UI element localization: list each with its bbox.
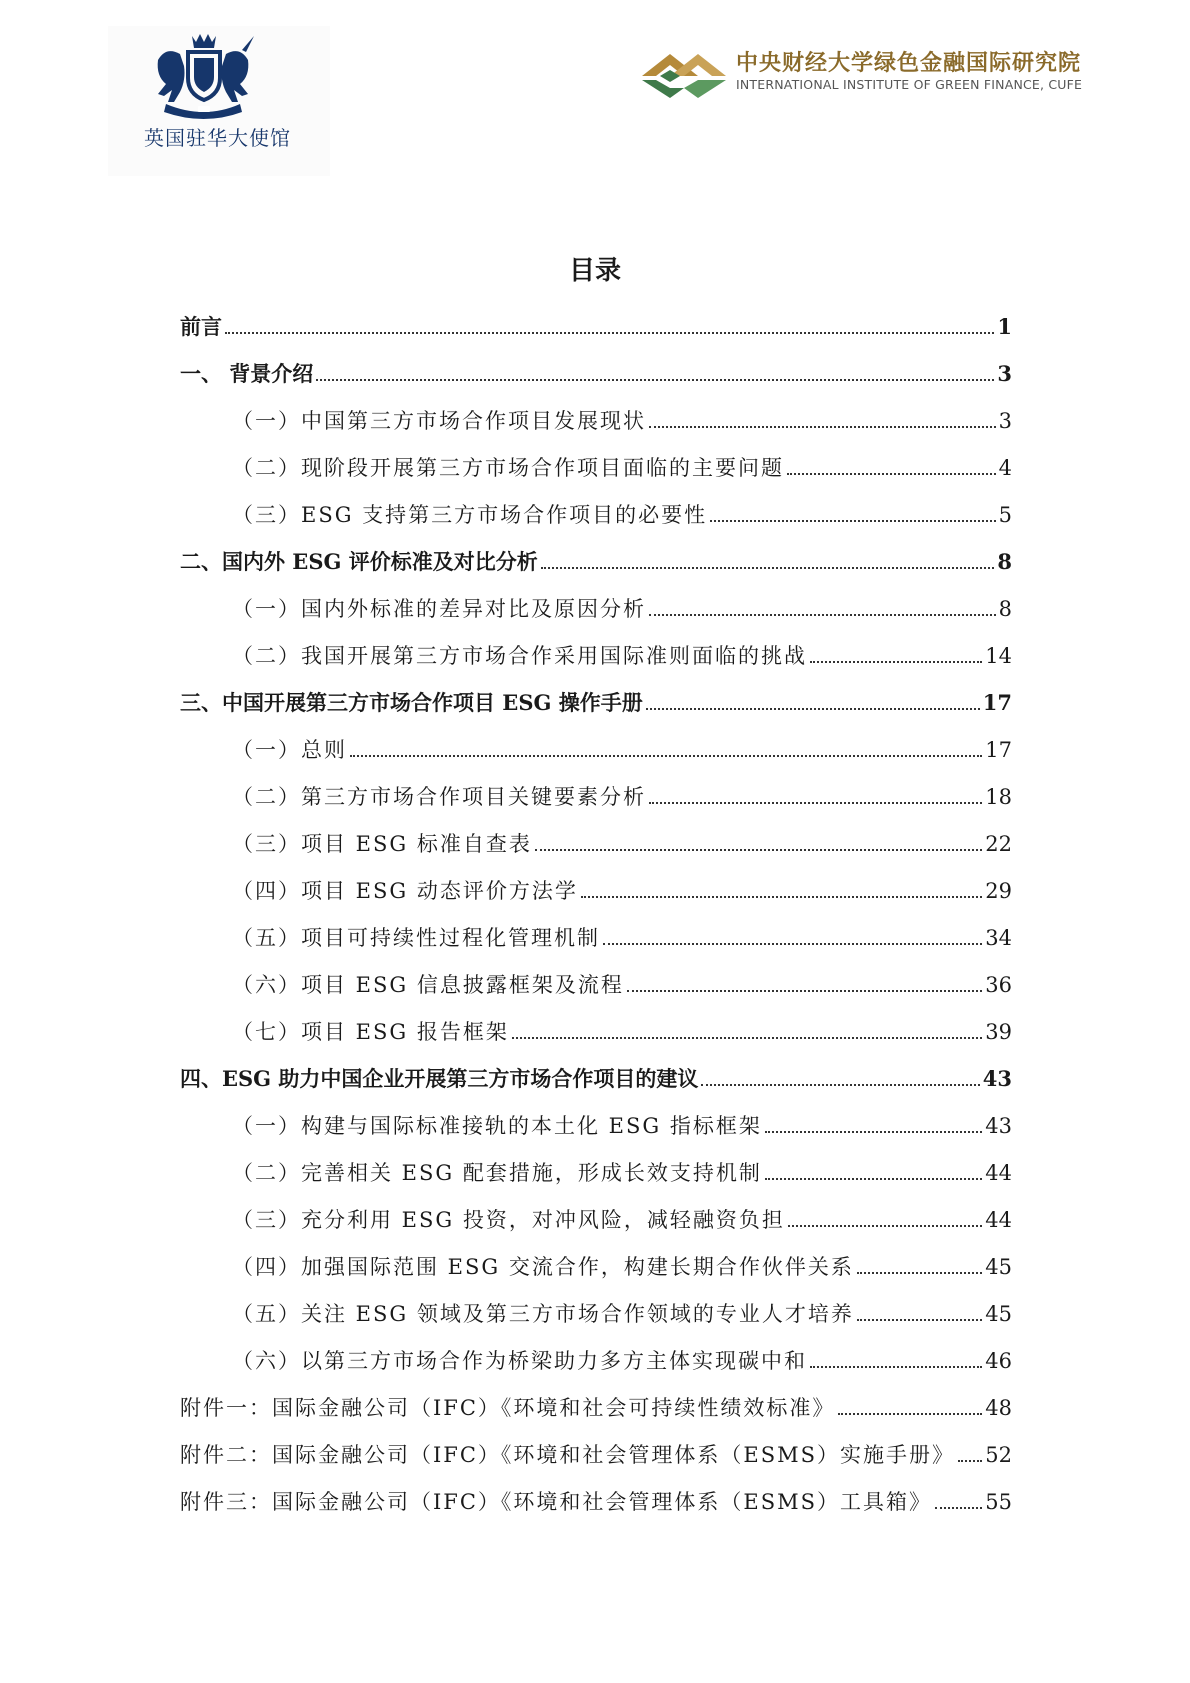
toc-entry-page: 14 [985,644,1012,668]
dot-leader [581,896,982,898]
toc-entry-page: 8 [997,549,1012,574]
dot-leader [603,943,982,945]
toc-entry[interactable] [180,916,1012,963]
toc-entry-page: 52 [985,1443,1012,1467]
institute-logo [640,42,1090,102]
toc-entry-label: 四、ESG 助力中国企业开展第三方市场合作项目的建议 [180,1066,699,1091]
toc-entry-label: （二）现阶段开展第三方市场合作项目面临的主要问题 [232,456,784,480]
dot-leader [535,849,982,851]
toc-entry[interactable] [180,493,1012,540]
toc-entry-label: 二、国内外 ESG 评价标准及对比分析 [180,549,538,574]
toc-entry-label: （三）充分利用 ESG 投资，对冲风险，减轻融资负担 [232,1208,785,1232]
toc-entry-page: 8 [998,597,1012,621]
toc-entry-label: （二）我国开展第三方市场合作采用国际准则面临的挑战 [232,644,807,668]
toc-entry-page: 43 [982,1066,1012,1091]
toc-entry[interactable] [180,1057,1012,1104]
toc-entry-label: （七）项目 ESG 报告框架 [232,1020,509,1044]
toc-entry[interactable] [180,305,1012,352]
toc-entry-label: 附件二：国际金融公司（IFC）《环境和社会管理体系（ESMS）实施手册》 [180,1443,956,1467]
toc-entry[interactable] [180,446,1012,493]
toc-entry[interactable] [180,587,1012,634]
dot-leader [788,1225,982,1227]
toc-entry-page: 44 [985,1161,1012,1185]
royal-coat-of-arms-icon [144,30,262,122]
page-title: 目录 [568,256,621,286]
dot-leader [958,1460,982,1462]
toc-entry[interactable] [180,352,1012,399]
dot-leader [627,990,982,992]
toc-entry[interactable] [180,634,1012,681]
toc-entry-page: 34 [985,926,1012,950]
toc-entry[interactable] [180,681,1012,728]
toc-entry[interactable] [180,399,1012,446]
dot-leader [765,1178,982,1180]
toc-entry-page: 43 [985,1114,1012,1138]
table-of-contents [180,305,1012,1527]
toc-entry-label: 附件一：国际金融公司（IFC）《环境和社会可持续性绩效标准》 [180,1396,836,1420]
toc-entry-label: （一）总则 [232,738,347,762]
toc-entry-page: 22 [985,832,1012,856]
toc-entry-label: 一、 背景介绍 [180,361,314,386]
toc-entry[interactable] [180,1386,1012,1433]
toc-entry-label: （五）关注 ESG 领域及第三方市场合作领域的专业人才培养 [232,1302,854,1326]
institute-name-en: INTERNATIONAL INSTITUTE OF GREEN FINANCE, CUFE [736,77,1083,92]
toc-entry-page: 3 [997,361,1012,386]
toc-entry[interactable] [180,540,1012,587]
dot-leader [810,1366,982,1368]
dot-leader [838,1413,982,1415]
toc-entry-label: 前言 [180,314,222,339]
dot-leader [710,520,995,522]
dot-leader [649,426,996,428]
toc-entry-page: 3 [998,409,1012,433]
dot-leader [649,614,996,616]
toc-entry-label: （一）构建与国际标准接轨的本土化 ESG 指标框架 [232,1114,762,1138]
toc-entry[interactable] [180,1151,1012,1198]
institute-name-cn: 中央财经大学绿色金融国际研究院 [736,51,1082,76]
embassy-logo [108,26,330,176]
toc-entry-page: 55 [985,1490,1012,1514]
toc-entry-label: （一）中国第三方市场合作项目发展现状 [232,409,646,433]
dot-leader [350,755,982,757]
toc-entry-label: 三、中国开展第三方市场合作项目 ESG 操作手册 [180,690,643,715]
toc-entry-page: 36 [985,973,1012,997]
toc-entry-page: 39 [985,1020,1012,1044]
toc-entry[interactable] [180,1292,1012,1339]
dot-leader [935,1507,982,1509]
dot-leader [512,1037,982,1039]
toc-entry-label: （五）项目可持续性过程化管理机制 [232,926,600,950]
toc-entry-label: （三）项目 ESG 标准自查表 [232,832,532,856]
embassy-name: 英国驻华大使馆 [144,126,291,150]
toc-entry[interactable] [180,1433,1012,1480]
toc-entry-label: （四）项目 ESG 动态评价方法学 [232,879,578,903]
toc-entry[interactable] [180,1339,1012,1386]
dot-leader [316,379,994,381]
toc-entry-page: 17 [985,738,1012,762]
toc-entry-label: （六）项目 ESG 信息披露框架及流程 [232,973,624,997]
toc-entry-page: 45 [985,1302,1012,1326]
toc-entry[interactable] [180,1245,1012,1292]
toc-entry[interactable] [180,1198,1012,1245]
toc-entry[interactable] [180,963,1012,1010]
toc-entry[interactable] [180,869,1012,916]
dot-leader [857,1272,982,1274]
toc-entry-label: 附件三：国际金融公司（IFC）《环境和社会管理体系（ESMS）工具箱》 [180,1490,933,1514]
green-finance-emblem-icon [640,46,728,98]
toc-entry-label: （一）国内外标准的差异对比及原因分析 [232,597,646,621]
toc-entry-label: （四）加强国际范围 ESG 交流合作，构建长期合作伙伴关系 [232,1255,854,1279]
toc-entry-page: 17 [982,690,1012,715]
toc-entry-label: （二）第三方市场合作项目关键要素分析 [232,785,646,809]
toc-entry[interactable] [180,1010,1012,1057]
dot-leader [787,473,996,475]
toc-entry-page: 29 [985,879,1012,903]
dot-leader [541,567,995,569]
dot-leader [810,661,982,663]
dot-leader [646,708,980,710]
dot-leader [701,1084,979,1086]
toc-entry-page: 4 [998,456,1012,480]
toc-entry[interactable] [180,728,1012,775]
toc-entry-page: 44 [985,1208,1012,1232]
dot-leader [857,1319,982,1321]
toc-entry[interactable] [180,822,1012,869]
toc-entry-page: 1 [997,314,1012,339]
toc-entry-label: （六）以第三方市场合作为桥梁助力多方主体实现碳中和 [232,1349,807,1373]
toc-entry-page: 46 [985,1349,1012,1373]
toc-entry-label: （二）完善相关 ESG 配套措施，形成长效支持机制 [232,1161,762,1185]
toc-entry-page: 48 [985,1396,1012,1420]
toc-entry-page: 5 [998,503,1012,527]
toc-entry[interactable] [180,1104,1012,1151]
toc-entry-page: 18 [985,785,1012,809]
dot-leader [649,802,982,804]
toc-entry[interactable] [180,1480,1012,1527]
toc-entry-page: 45 [985,1255,1012,1279]
dot-leader [765,1131,982,1133]
toc-entry[interactable] [180,775,1012,822]
dot-leader [225,332,994,334]
toc-entry-label: （三）ESG 支持第三方市场合作项目的必要性 [232,503,708,527]
